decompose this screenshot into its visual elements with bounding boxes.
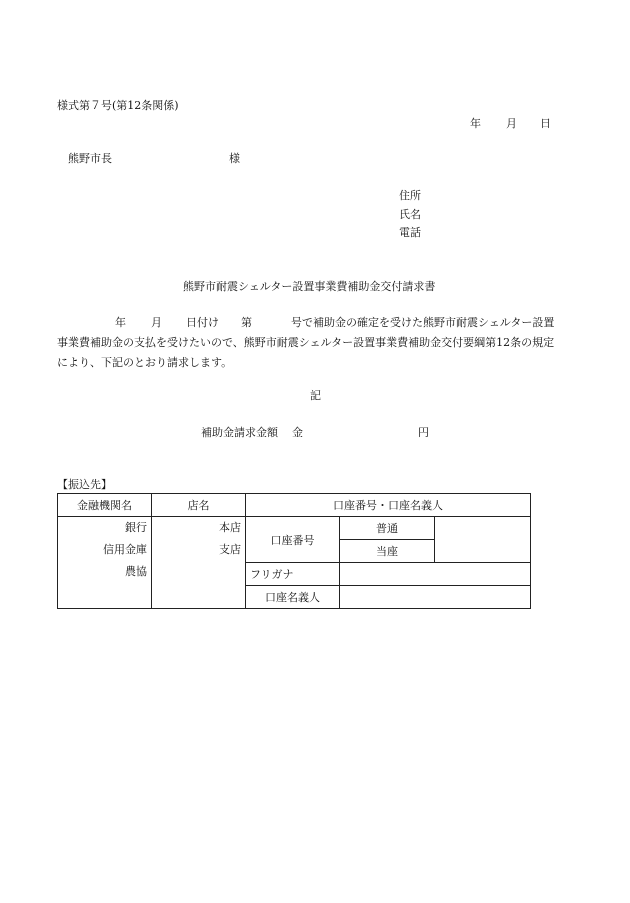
account-number-field[interactable]	[435, 517, 531, 563]
recipient-honorific: 様	[229, 152, 240, 165]
date-month: 月	[506, 117, 517, 130]
applicant-name-label: 氏名	[399, 208, 421, 221]
branch-type-branch: 支店	[219, 543, 241, 556]
date-year: 年	[470, 117, 481, 130]
account-type-toza[interactable]: 当座	[340, 540, 435, 563]
body-line1-rest: 号で補助金の確定を受けた熊野市耐震シェルター設置	[291, 316, 555, 329]
applicant-address-label: 住所	[399, 189, 421, 202]
transfer-heading: 【振込先】	[57, 478, 112, 491]
furigana-label: フリガナ	[246, 563, 340, 586]
furigana-field[interactable]	[340, 563, 531, 586]
amount-label: 補助金請求金額	[201, 426, 278, 439]
institution-cell[interactable]	[58, 517, 152, 609]
holder-field[interactable]	[340, 586, 531, 609]
body-number-prefix: 第	[241, 316, 252, 329]
recipient-name: 熊野市長	[68, 152, 112, 165]
branch-type-main: 本店	[219, 521, 241, 534]
bank-account-table	[57, 493, 531, 609]
body-day: 日付け	[186, 316, 219, 329]
applicant-phone-label: 電話	[399, 226, 421, 239]
header-branch: 店名	[152, 494, 246, 517]
amount-unit: 円	[418, 426, 429, 439]
table-row	[58, 517, 531, 540]
account-type-futsu[interactable]: 普通	[340, 517, 435, 540]
date-day: 日	[540, 117, 551, 130]
branch-cell[interactable]	[152, 517, 246, 609]
request-paragraph	[57, 313, 577, 373]
account-number-label: 口座番号	[246, 517, 340, 563]
body-year: 年	[115, 316, 126, 329]
holder-label: 口座名義人	[246, 586, 340, 609]
form-number: 様式第７号(第12条関係)	[57, 99, 179, 112]
ki-mark: 記	[310, 389, 321, 402]
header-account: 口座番号・口座名義人	[246, 494, 531, 517]
amount-prefix: 金	[292, 426, 303, 439]
body-line2: 事業費補助金の支払を受けたいので、熊野市耐震シェルター設置事業費補助金交付要綱第12条の規定	[57, 336, 555, 349]
document-title: 熊野市耐震シェルター設置事業費補助金交付請求書	[183, 280, 436, 293]
institution-type-shinkin: 信用金庫	[103, 543, 147, 556]
header-institution: 金融機関名	[58, 494, 152, 517]
institution-type-bank: 銀行	[125, 521, 147, 534]
body-month: 月	[151, 316, 162, 329]
body-line3: により、下記のとおり請求します。	[57, 356, 233, 369]
table-header-row	[58, 494, 531, 517]
institution-type-ja: 農協	[125, 565, 147, 578]
